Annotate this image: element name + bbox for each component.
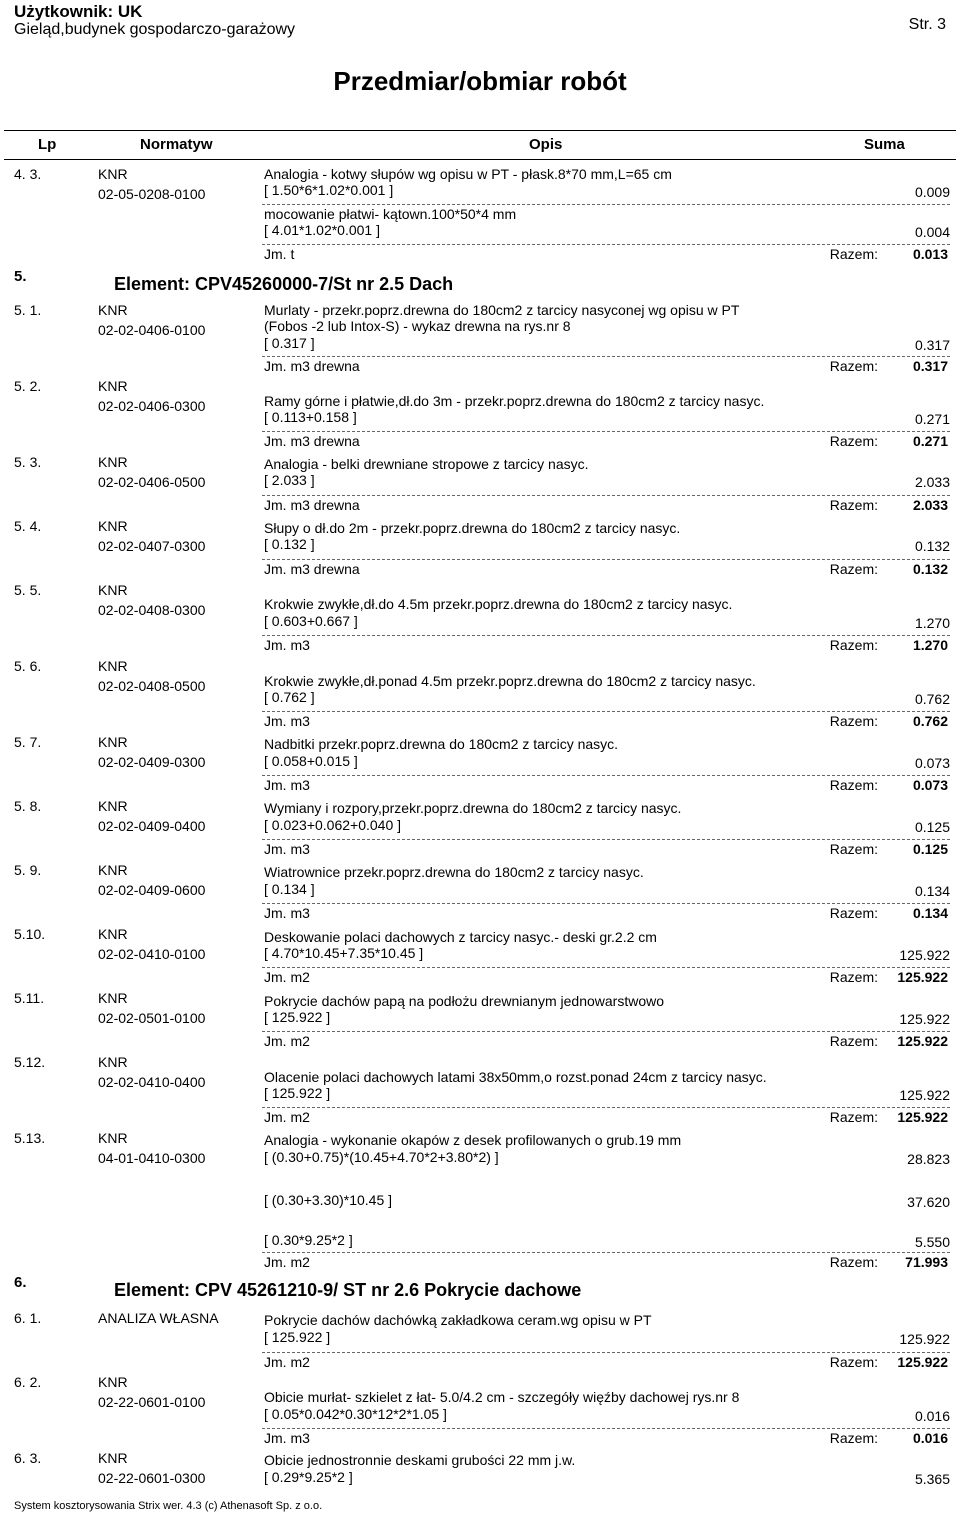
unit-label: Jm. m2	[264, 1254, 310, 1270]
total-label: Razem:	[829, 246, 878, 262]
norm-code: 02-02-0407-0300	[98, 538, 206, 554]
total-label: Razem:	[829, 1033, 878, 1049]
unit-label: Jm. m3 drewna	[264, 358, 360, 374]
calculation-formula: [ 0.023+0.062+0.040 ]	[264, 817, 402, 833]
total-value: 1.270	[912, 637, 948, 653]
divider	[262, 204, 950, 205]
norm-code: 02-02-0406-0100	[98, 322, 206, 338]
calculation-formula: [ 4.70*10.45+7.35*10.45 ]	[264, 945, 424, 961]
item-number: 5. 9.	[14, 862, 42, 878]
norm-catalog: KNR	[98, 302, 128, 318]
calculation-value: 2.033	[914, 474, 950, 490]
item-number: 6. 2.	[14, 1374, 42, 1390]
total-value: 0.016	[912, 1430, 948, 1446]
norm-catalog: KNR	[98, 658, 128, 674]
unit-total-row	[262, 635, 950, 654]
calculation-formula: [ 0.134 ]	[264, 881, 315, 897]
item-number: 5. 7.	[14, 734, 42, 750]
norm-catalog: KNR	[98, 734, 128, 750]
unit-label: Jm. m3	[264, 777, 310, 793]
calculation-value: 0.134	[914, 883, 950, 899]
unit-label: Jm. m2	[264, 1033, 310, 1049]
calculation-value: 125.922	[899, 1011, 950, 1027]
unit-label: Jm. m3 drewna	[264, 497, 360, 513]
calculation-formula: [ (0.30+0.75)*(10.45+4.70*2+3.80*2) ]	[264, 1149, 499, 1165]
item-number: 5. 6.	[14, 658, 42, 674]
calculation-value: 125.922	[899, 947, 950, 963]
norm-code: 02-02-0409-0400	[98, 818, 206, 834]
calculation-value: 0.762	[914, 691, 950, 707]
description-line: Obicie jednostronnie deskami grubości 22 mm j.w.	[264, 1452, 576, 1468]
norm-catalog: KNR	[98, 454, 128, 470]
calculation-formula: [ 0.132 ]	[264, 536, 315, 552]
norm-code: 02-02-0408-0500	[98, 678, 206, 694]
norm-code: 02-22-0601-0300	[98, 1470, 206, 1486]
calculation-formula: [ 0.05*0.042*0.30*12*2*1.05 ]	[264, 1406, 447, 1422]
item-number: 5.12.	[14, 1054, 46, 1070]
total-value: 0.125	[912, 841, 948, 857]
calculation-value: 125.922	[899, 1331, 950, 1347]
calculation-formula: [ 125.922 ]	[264, 1329, 331, 1345]
unit-label: Jm. m2	[264, 969, 310, 985]
unit-label: Jm. m3	[264, 1430, 310, 1446]
calculation-value: 0.073	[914, 755, 950, 771]
total-value: 125.922	[897, 1033, 948, 1049]
unit-total-row	[262, 495, 950, 514]
item-number: 5. 8.	[14, 798, 42, 814]
norm-code: 02-22-0601-0100	[98, 1394, 206, 1410]
description-line: Pokrycie dachów papą na podłożu drewnianym jednowarstwowo	[264, 993, 665, 1009]
calculation-formula: [ 0.30*9.25*2 ]	[264, 1232, 353, 1248]
norm-code: 02-02-0406-0300	[98, 398, 206, 414]
col-opis: Opis	[529, 136, 563, 153]
description-line: Murlaty - przekr.poprz.drewna do 180cm2 z tarcicy nasyconej wg opisu w PT	[264, 302, 740, 318]
calculation-formula: [ 125.922 ]	[264, 1085, 331, 1101]
page-number: Str. 3	[908, 16, 946, 33]
calculation-value: 0.016	[914, 1408, 950, 1424]
report-user: Użytkownik: UK	[14, 2, 143, 21]
unit-label: Jm. t	[264, 246, 295, 262]
footer-note: System kosztorysowania Strix wer. 4.3 (c) Athenasoft Sp. z o.o.	[14, 1500, 323, 1512]
total-value: 2.033	[912, 497, 948, 513]
unit-label: Jm. m3 drewna	[264, 433, 360, 449]
element-number: 5.	[14, 268, 27, 285]
calculation-formula: [ 125.922 ]	[264, 1009, 331, 1025]
calculation-value: 1.270	[914, 615, 950, 631]
description-line: Olacenie polaci dachowych latami 38x50mm,o rozst.ponad 24cm z tarcicy nasyc.	[264, 1069, 767, 1085]
description-line: Krokwie zwykłe,dł.ponad 4.5m przekr.poprz.drewna do 180cm2 z tarcicy nasyc.	[264, 673, 756, 689]
total-label: Razem:	[829, 1254, 878, 1270]
total-label: Razem:	[829, 1109, 878, 1125]
norm-catalog: KNR	[98, 862, 128, 878]
total-value: 0.317	[912, 358, 948, 374]
norm-code: 02-02-0406-0500	[98, 474, 206, 490]
description-line: (Fobos -2 lub Intox-S) - wykaz drewna na rys.nr 8	[264, 318, 571, 334]
calculation-value: 5.365	[914, 1471, 950, 1487]
norm-code: 02-02-0410-0100	[98, 946, 206, 962]
unit-total-row	[262, 1031, 950, 1050]
calculation-value: 0.125	[914, 819, 950, 835]
calculation-value: 5.550	[914, 1234, 950, 1250]
unit-total-row	[262, 711, 950, 730]
project-name: Gieląd,budynek gospodarczo-garażowy	[14, 21, 296, 38]
total-label: Razem:	[829, 358, 878, 374]
norm-catalog: KNR	[98, 1450, 128, 1466]
element-title: Element: CPV45260000-7/St nr 2.5 Dach	[114, 274, 454, 294]
total-label: Razem:	[829, 1430, 878, 1446]
total-value: 0.073	[912, 777, 948, 793]
norm-catalog: KNR	[98, 1054, 128, 1070]
norm-catalog: KNR	[98, 990, 128, 1006]
calculation-value: 125.922	[899, 1087, 950, 1103]
norm-catalog: KNR	[98, 798, 128, 814]
unit-total-row	[262, 1352, 950, 1371]
element-number: 6.	[14, 1274, 27, 1291]
description-line: Wymiany i rozpory,przekr.poprz.drewna do 180cm2 z tarcicy nasyc.	[264, 800, 682, 816]
item-number: 5.10.	[14, 926, 46, 942]
total-label: Razem:	[829, 1354, 878, 1370]
total-value: 0.132	[912, 561, 948, 577]
total-label: Razem:	[829, 637, 878, 653]
total-label: Razem:	[829, 777, 878, 793]
description-line: Obicie murłat- szkielet z łat- 5.0/4.2 cm - szczegóły więźby dachowej rys.nr 8	[264, 1389, 740, 1405]
calculation-formula: [ 0.762 ]	[264, 689, 315, 705]
norm-code: 02-05-0208-0100	[98, 186, 206, 202]
item-number: 5. 4.	[14, 518, 42, 534]
description-line: Analogia - belki drewniane stropowe z tarcicy nasyc.	[264, 456, 589, 472]
unit-label: Jm. m2	[264, 1109, 310, 1125]
description-line: Analogia - kotwy słupów wg opisu w PT - płask.8*70 mm,L=65 cm	[264, 166, 672, 182]
calculation-value: 0.009	[914, 184, 950, 200]
unit-total-row	[262, 967, 950, 986]
unit-label: Jm. m3 drewna	[264, 561, 360, 577]
norm-catalog: KNR	[98, 166, 128, 182]
norm-code: 02-02-0410-0400	[98, 1074, 206, 1090]
item-number: 5. 2.	[14, 378, 42, 394]
total-label: Razem:	[829, 497, 878, 513]
description-line: Ramy górne i płatwie,dł.do 3m - przekr.poprz.drewna do 180cm2 z tarcicy nasyc.	[264, 393, 765, 409]
total-label: Razem:	[829, 841, 878, 857]
document-title: Przedmiar/obmiar robót	[333, 66, 627, 96]
norm-catalog: KNR	[98, 926, 128, 942]
total-value: 125.922	[897, 969, 948, 985]
norm-catalog: KNR	[98, 582, 128, 598]
unit-total-row	[262, 903, 950, 922]
item-number: 5.11.	[14, 990, 45, 1006]
total-value: 0.271	[912, 433, 948, 449]
item-number: 5. 5.	[14, 582, 42, 598]
norm-code: 02-02-0409-0300	[98, 754, 206, 770]
unit-total-row	[262, 559, 950, 578]
item-number: 6. 3.	[14, 1450, 42, 1466]
unit-label: Jm. m3	[264, 637, 310, 653]
description-line: Wiatrownice przekr.poprz.drewna do 180cm2 z tarcicy nasyc.	[264, 864, 644, 880]
norm-code: 02-02-0501-0100	[98, 1010, 206, 1026]
description-line: Deskowanie polaci dachowych z tarcicy nasyc.- deski gr.2.2 cm	[264, 929, 657, 945]
norm-catalog: ANALIZA WŁASNA	[98, 1310, 219, 1326]
unit-total-row	[262, 356, 950, 375]
norm-code: 02-02-0408-0300	[98, 602, 206, 618]
item-number: 6. 1.	[14, 1310, 42, 1326]
unit-label: Jm. m3	[264, 713, 310, 729]
unit-total-row	[262, 775, 950, 794]
item-number: 4. 3.	[14, 166, 42, 182]
item-number: 5. 3.	[14, 454, 42, 470]
total-value: 125.922	[897, 1354, 948, 1370]
calculation-formula: [ 0.29*9.25*2 ]	[264, 1469, 353, 1485]
total-value: 0.134	[912, 905, 948, 921]
calculation-formula: [ 0.317 ]	[264, 335, 315, 351]
norm-catalog: KNR	[98, 1374, 128, 1390]
total-label: Razem:	[829, 433, 878, 449]
item-number: 5.13.	[14, 1130, 46, 1146]
calculation-value: 0.132	[914, 538, 950, 554]
calculation-formula: [ (0.30+3.30)*10.45 ]	[264, 1192, 393, 1208]
item-number: 5. 1.	[14, 302, 42, 318]
total-value: 71.993	[905, 1254, 948, 1270]
norm-catalog: KNR	[98, 518, 128, 534]
norm-catalog: KNR	[98, 1130, 128, 1146]
unit-label: Jm. m3	[264, 905, 310, 921]
col-normatyw: Normatyw	[140, 136, 213, 153]
calculation-formula: [ 0.058+0.015 ]	[264, 753, 358, 769]
calculation-formula: [ 0.113+0.158 ]	[264, 409, 357, 425]
description-line: Krokwie zwykłe,dł.do 4.5m przekr.poprz.drewna do 180cm2 z tarcicy nasyc.	[264, 596, 733, 612]
calculation-value: 0.004	[914, 224, 950, 240]
total-label: Razem:	[829, 969, 878, 985]
calculation-formula: [ 0.603+0.667 ]	[264, 613, 358, 629]
unit-total-row	[262, 839, 950, 858]
col-suma: Suma	[864, 136, 905, 153]
calculation-value: 28.823	[907, 1151, 950, 1167]
total-value: 0.762	[912, 713, 948, 729]
unit-label: Jm. m3	[264, 841, 310, 857]
calculation-value: 0.317	[914, 337, 950, 353]
unit-total-row	[262, 1252, 950, 1271]
description-line: mocowanie płatwi- kątown.100*50*4 mm	[264, 206, 517, 222]
total-value: 0.013	[912, 246, 948, 262]
calculation-value: 37.620	[907, 1194, 950, 1210]
total-label: Razem:	[829, 905, 878, 921]
unit-total-row	[262, 1107, 950, 1126]
norm-code: 04-01-0410-0300	[98, 1150, 206, 1166]
description-line: Pokrycie dachów dachówką zakładkowa ceram.wg opisu w PT	[264, 1312, 652, 1328]
unit-total-row	[262, 1428, 950, 1447]
description-line: Analogia - wykonanie okapów z desek profilowanych o grub.19 mm	[264, 1132, 682, 1148]
unit-label: Jm. m2	[264, 1354, 310, 1370]
calculation-formula: [ 4.01*1.02*0.001 ]	[264, 222, 380, 238]
description-line: Nadbitki przekr.poprz.drewna do 180cm2 z tarcicy nasyc.	[264, 736, 619, 752]
calculation-value: 0.271	[914, 411, 950, 427]
col-lp: Lp	[38, 136, 57, 153]
calculation-formula: [ 2.033 ]	[264, 472, 315, 488]
total-label: Razem:	[829, 713, 878, 729]
calculation-formula: [ 1.50*6*1.02*0.001 ]	[264, 182, 394, 198]
description-line: Słupy o dł.do 2m - przekr.poprz.drewna do 180cm2 z tarcicy nasyc.	[264, 520, 681, 536]
unit-total-row	[262, 431, 950, 450]
total-label: Razem:	[829, 561, 878, 577]
element-title: Element: CPV 45261210-9/ ST nr 2.6 Pokrycie dachowe	[114, 1280, 582, 1300]
unit-total-row	[262, 244, 950, 263]
norm-catalog: KNR	[98, 378, 128, 394]
norm-code: 02-02-0409-0600	[98, 882, 206, 898]
total-value: 125.922	[897, 1109, 948, 1125]
